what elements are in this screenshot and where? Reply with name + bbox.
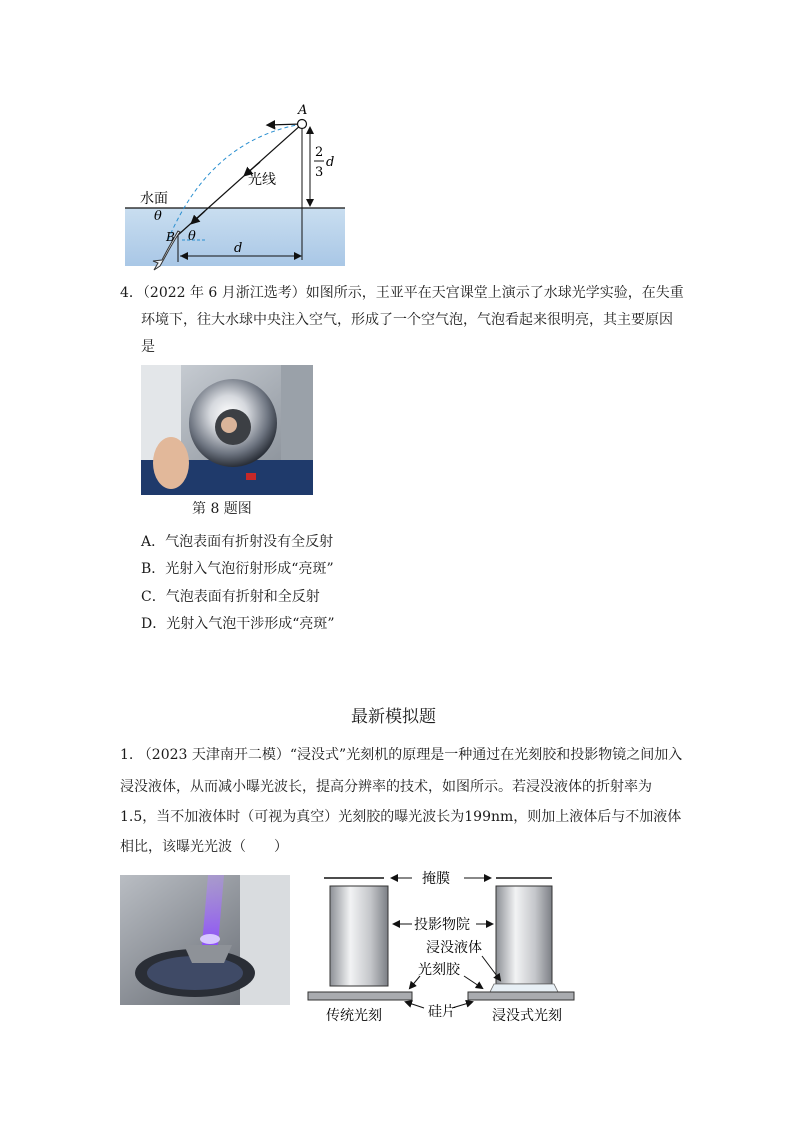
immersion-liquid-blob (490, 984, 558, 992)
label-a: A (298, 103, 308, 118)
q4-option-a: A．气泡表面有折射没有全反射 (141, 534, 334, 550)
label-theta-bottom: θ (188, 229, 196, 244)
q4-stem-line1: 4．（2022 年 6 月浙江选考）如图所示，王亚平在天宫课堂上演示了水球光学实验，在失重 (120, 285, 684, 301)
left-arrow (268, 124, 302, 125)
label-objective: 投影物院 (414, 917, 470, 933)
wafer-arrow-left (406, 1002, 424, 1008)
wafer-left (308, 992, 412, 1000)
label-immersion: 浸没式光刻 (492, 1008, 562, 1024)
q1-line3: 1.5，当不加液体时（可视为真空）光刻胶的曝光波长为199nm，则加上液体后与不加液体 (120, 809, 682, 825)
wafer-right (468, 992, 574, 1000)
label-photoresist: 光刻胶 (418, 962, 460, 978)
q1-line1: 1. （2023 天津南开二模）“浸没式”光刻机的原理是一种通过在光刻胶和投影物镜之间加入 (120, 747, 683, 763)
q4-option-d: D．光射入气泡干涉形成“亮斑” (141, 616, 335, 632)
q4-stem-line3: 是 (141, 339, 155, 355)
label-frac-num: 2 (315, 145, 324, 160)
objective-lens-left (330, 886, 388, 986)
point-a-marker (298, 120, 307, 129)
q1-line4: 相比，该曝光光波（ ） (120, 839, 288, 855)
label-light-ray: 光线 (248, 172, 276, 188)
lithography-diagram (300, 868, 590, 1028)
q1-line2: 浸没液体，从而减小曝光波长，提高分辨率的技术，如图所示。若浸没液体的折射率为 (120, 779, 652, 795)
lithography-photo (120, 875, 290, 1005)
label-immersion-liquid: 浸没液体 (426, 940, 482, 956)
label-water-surface: 水面 (140, 191, 168, 207)
label-traditional: 传统光刻 (326, 1008, 382, 1024)
objective-lens-right (496, 886, 552, 984)
q4-option-b: B．光射入气泡衍射形成“亮斑” (141, 561, 334, 577)
label-d-vertical: d (326, 155, 335, 170)
photo-caption: 第 8 题图 (192, 501, 252, 517)
water-ball-photo (141, 365, 313, 495)
photoresist-arrow-right (464, 976, 482, 988)
label-d-horizontal: d (234, 241, 243, 256)
label-frac-den: 3 (315, 165, 324, 180)
refraction-diagram (120, 100, 360, 280)
label-theta-top: θ (154, 209, 162, 224)
label-b: B (166, 230, 175, 244)
section-title: 最新模拟题 (351, 707, 436, 727)
q4-stem-line2: 环境下，往大水球中央注入空气，形成了一个空气泡，气泡看起来很明亮，其主要原因 (141, 312, 673, 328)
label-wafer: 硅片 (428, 1004, 456, 1020)
label-mask: 掩膜 (422, 871, 450, 887)
q4-option-c: C．气泡表面有折射和全反射 (141, 589, 320, 605)
